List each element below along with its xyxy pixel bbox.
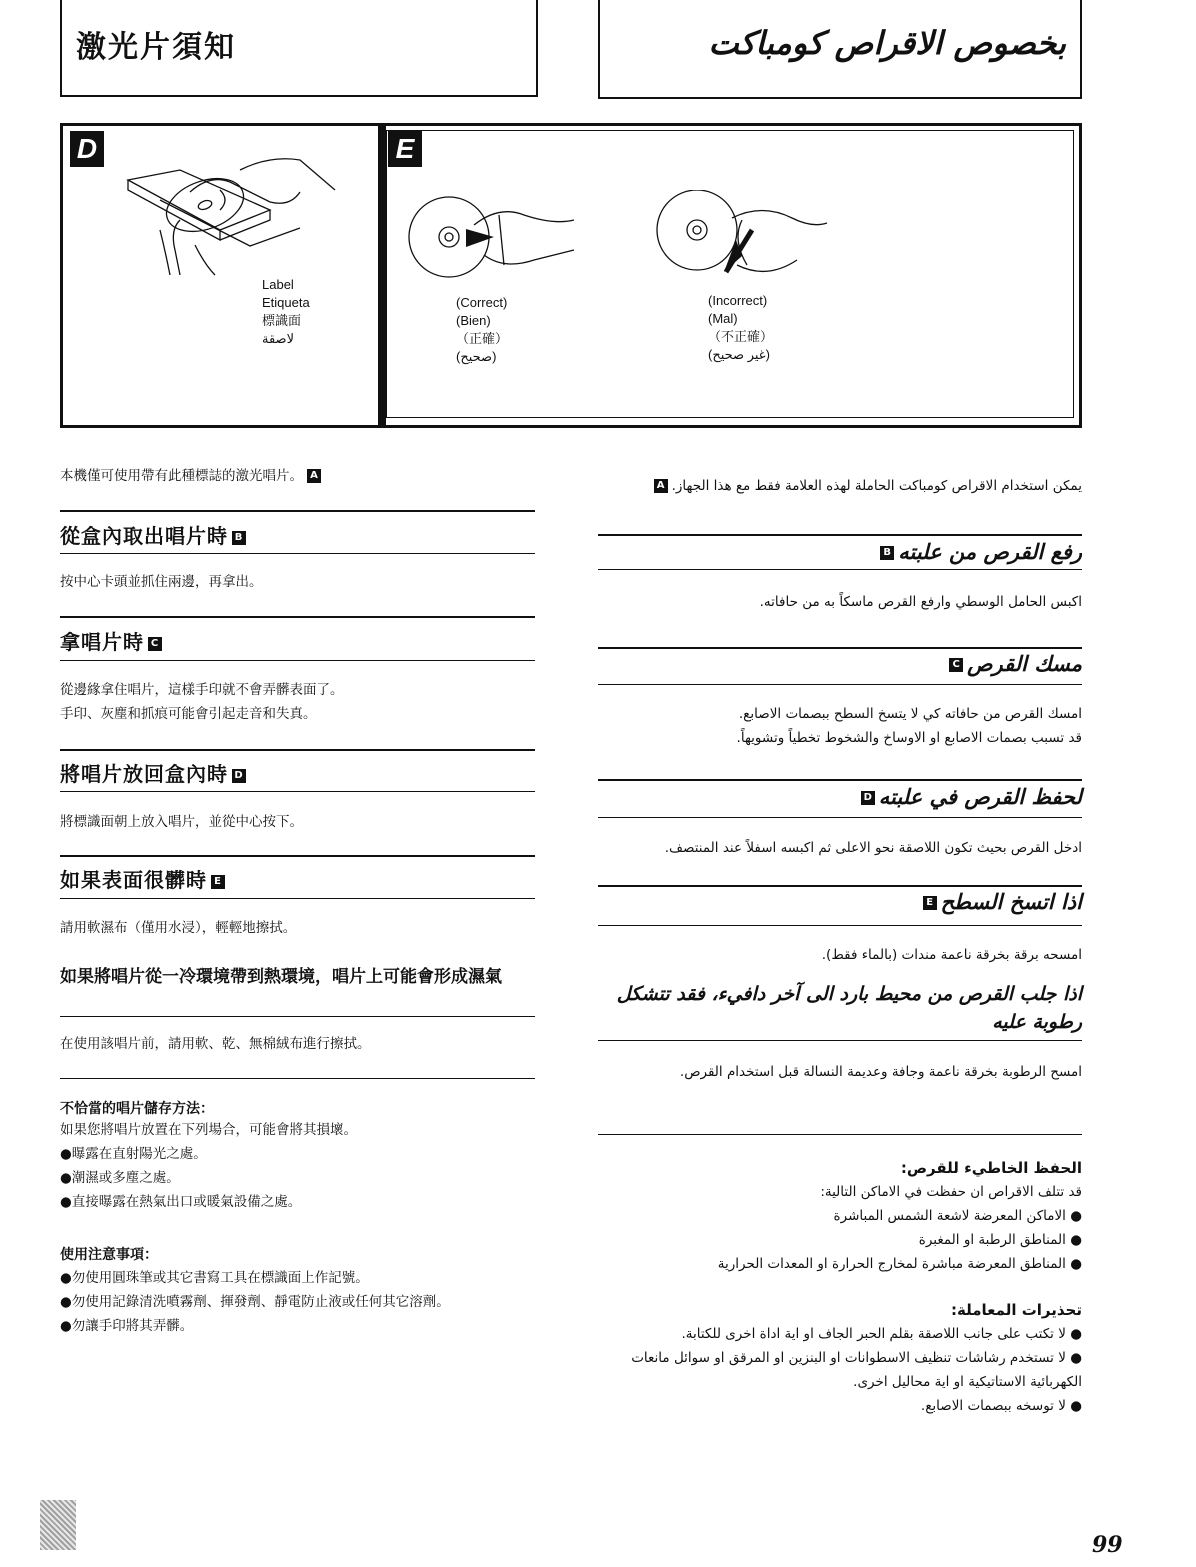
zh-caution-heading: 使用注意事項： [60,1247,158,1263]
fig-ref-badge: C [949,658,963,672]
ar-body-line: ادخل القرص بحيث تكون اللاصقة نحو الاعلى ثم اكبسه اسفلاً عند المنتصف. [664,840,1082,856]
fig-ref-badge: B [232,531,246,545]
ar-storage-block [602,1156,1082,1276]
divider [60,898,535,899]
zh-condensation-heading: 如果將唱片從一冷環境帶到熱環境，唱片上可能會形成濕氣 [60,967,502,987]
zh-storage-block [60,1098,540,1214]
zh-heading-text: 將唱片放回盒內時 [60,762,228,786]
ar-body-line: امسك القرص من حافاته كي لا يتسخ السطح ببصمات الاصابع. [738,706,1082,722]
incorrect-caption-ar: (غير صحيح) [708,347,770,362]
ar-storage-heading: الحفظ الخاطيء للقرص: [900,1159,1082,1177]
ar-section-body [602,943,1082,967]
figure-e-tag: E [388,131,422,167]
ar-section-body [602,590,1082,614]
label-caption-en: Label [262,277,294,292]
divider [598,684,1082,685]
zh-intro [60,464,325,488]
ar-title-box [598,0,1082,99]
zh-body-line: 從邊緣拿住唱片，這樣手印就不會弄髒表面了。 [60,682,344,698]
ar-section-body [602,702,1082,750]
page-number: 99 [1092,1532,1123,1558]
ar-body-line: امسحه برقة بخرقة ناعمة مندات (بالماء فقط). [821,947,1082,963]
fig-ref-badge: D [232,769,246,783]
fig-ref-badge: E [923,896,937,910]
zh-title-box [60,0,538,97]
divider [60,749,535,751]
zh-section-body [60,810,303,834]
ar-heading-text: لحفظ القرص في علبته [878,785,1082,809]
divider [60,791,535,792]
fig-ref-badge: E [211,875,225,889]
ar-condensation-heading: اذا جلب القرص من محيط بارد الى آخر دافيء، فقد تتشكل رطوبة عليه [616,983,1082,1033]
label-caption-ar: لاصقة [262,331,294,346]
list-item: ● المناطق الرطبة او المغبرة [918,1232,1082,1248]
ar-storage-intro: قد تتلف الاقراص ان حفظت في الاماكن التالية: [820,1184,1082,1200]
ar-section-heading [602,540,1082,564]
divider [598,925,1082,926]
zh-section-body [60,678,344,726]
list-item: ● المناطق المعرضة مباشرة لمخارج الحرارة او المعدات الحرارية [717,1256,1082,1272]
ar-caution-heading: تحذيرات المعاملة: [951,1301,1082,1319]
fig-ref-badge: A [307,469,321,483]
divider [598,779,1082,781]
zh-body-line: 按中心卡頭並抓住兩邊，再拿出。 [60,574,263,590]
zh-section-heading [60,864,229,893]
list-item: ● الاماكن المعرضة لاشعة الشمس المباشرة [833,1208,1082,1224]
divider [60,855,535,857]
zh-storage-intro: 如果您將唱片放置在下列場合，可能會將其損壞。 [60,1122,357,1138]
zh-caution-list [60,1266,540,1338]
ar-storage-list [602,1204,1082,1276]
label-caption-zh: 標識面 [262,313,302,328]
list-item: ●勿讓手印將其弄髒。 [60,1318,194,1334]
fig-ref-badge: B [880,546,894,560]
zh-section-body [60,916,296,940]
ar-section-heading [602,890,1082,914]
ar-caution-list [592,1322,1082,1418]
correct-caption-zh: （正確） [456,331,509,346]
disc-case-illustration [120,150,340,280]
divider [598,885,1082,887]
ar-section-body [602,836,1082,860]
zh-heading-text: 從盒內取出唱片時 [60,524,228,548]
figure-d-tag: D [70,131,104,167]
divider [60,1078,535,1079]
ar-heading-text: اذا اتسخ السطح [940,890,1082,914]
zh-heading-text: 如果表面很髒時 [60,868,207,892]
divider [60,510,535,512]
zh-section-heading [60,520,250,549]
incorrect-wipe-illustration [652,190,832,285]
incorrect-caption-zh: （不正確） [708,329,774,344]
label-caption-es: Etiqueta [262,295,310,310]
correct-caption [456,294,508,366]
list-item: ●勿使用記錄清洗噴霧劑、揮發劑、靜電防止液或任何其它溶劑。 [60,1294,450,1310]
divider [598,534,1082,536]
fig-ref-badge: A [654,479,668,493]
page-title-zh: 激光片須知 [76,30,236,65]
incorrect-caption-en: (Incorrect) [708,293,768,308]
incorrect-caption [708,292,773,364]
ar-section-heading [602,652,1082,676]
zh-body-line: 手印、灰塵和抓痕可能會引起走音和失真。 [60,706,317,722]
ar-condensation-body: امسح الرطوبة بخرقة ناعمة وجافة وعديمة النسالة قبل استخدام القرص. [679,1064,1082,1080]
zh-storage-heading: 不恰當的唱片儲存方法： [60,1101,214,1117]
list-item: ● لا تكتب على جانب اللاصقة بقلم الحبر الجاف او اية اداة اخرى للكتابة. [681,1326,1082,1342]
scan-smudge [40,1500,76,1550]
fig-ref-badge: D [861,791,875,805]
zh-body-line: 請用軟濕布（僅用水浸），輕輕地擦拭。 [60,920,297,936]
zh-section-heading [60,626,166,655]
divider [598,1134,1082,1135]
page-title-ar: بخصوص الاقراص كومباكت [708,24,1066,62]
ar-heading-text: رفع القرص من علبته [898,540,1082,564]
divider [598,817,1082,818]
list-item: ●潮濕或多塵之處。 [60,1170,180,1186]
ar-caution-block [592,1298,1082,1418]
correct-caption-es: (Bien) [456,313,491,328]
correct-caption-en: (Correct) [456,295,508,310]
list-item: ●勿使用圓珠筆或其它書寫工具在標識面上作記號。 [60,1270,369,1286]
zh-section-heading [60,758,250,787]
divider [598,1040,1082,1041]
divider [60,660,535,661]
ar-body-line: اكبس الحامل الوسطي وارفع القرص ماسكاً به من حافاته. [759,594,1082,610]
ar-intro-text: يمكن استخدام الاقراص كومباكت الحاملة لهذه العلامة فقط مع هذا الجهاز. [671,478,1082,494]
divider [60,616,535,618]
correct-wipe-illustration [404,195,584,285]
ar-section-heading [602,785,1082,809]
list-item: ●直接曝露在熱氣出口或暖氣設備之處。 [60,1194,302,1210]
list-item: ●曝露在直射陽光之處。 [60,1146,207,1162]
zh-condensation-body: 在使用該唱片前，請用軟、乾、無棉絨布進行擦拭。 [60,1036,371,1052]
fig-ref-badge: C [148,637,162,651]
list-item: ● لا تستخدم رشاشات تنظيف الاسطوانات او البنزين او المرقق او سوائل مانعات الكهربائية الاستاتيكية او اية محاليل اخرى. [631,1350,1082,1390]
list-item: ● لا توسخه ببصمات الاصابع. [920,1398,1082,1414]
zh-intro-text: 本機僅可使用帶有此種標誌的激光唱片。 [60,468,303,484]
ar-intro [602,474,1082,498]
incorrect-caption-es: (Mal) [708,311,738,326]
ar-heading-text: مسك القرص [967,652,1082,676]
figure-divider [378,123,386,428]
zh-body-line: 將標識面朝上放入唱片，並從中心按下。 [60,814,303,830]
zh-storage-list [60,1142,540,1214]
divider [598,569,1082,570]
zh-section-body [60,570,263,594]
correct-caption-ar: (صحيح) [456,349,497,364]
zh-heading-text: 拿唱片時 [60,630,144,654]
ar-body-line: قد تسبب بصمات الاصابع او الاوساخ والشخوط تخطياً وتشويهاً. [736,730,1082,746]
divider [60,553,535,554]
divider [60,1016,535,1017]
zh-caution-block [60,1244,540,1338]
divider [598,647,1082,649]
label-caption [262,276,310,348]
